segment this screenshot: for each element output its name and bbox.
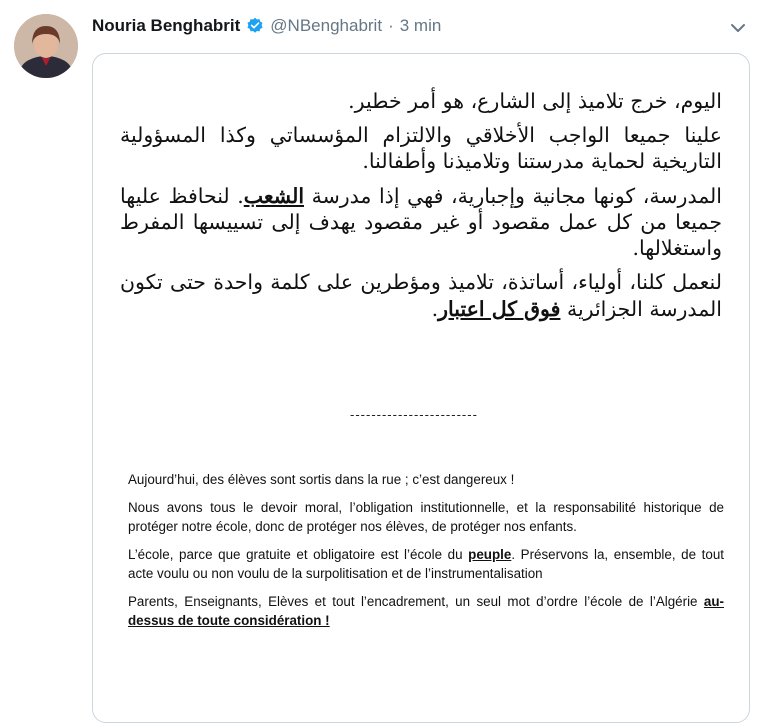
chevron-down-icon[interactable] — [730, 20, 746, 36]
author-handle[interactable]: @NBenghabrit — [270, 16, 383, 35]
french-statement — [128, 470, 724, 639]
french-paragraph-4 — [128, 592, 724, 630]
divider-line: ------------------------ — [350, 407, 478, 422]
arabic-p3-a: المدرسة، كونها مجانية وإجبارية، فهي إذا مدرسة — [304, 183, 722, 208]
french-p3-a: L’école, parce que gratuite et obligatoire est l’école du — [128, 547, 469, 563]
tweet-timestamp[interactable]: 3 min — [399, 16, 442, 35]
french-p3-c: . Préservons la, ensemble, de tout acte voulu ou non voulu de la surpolitisation et de l’instrumentalisation — [128, 547, 724, 582]
french-p4-emphasis: au-dessus de toute considération ! — [128, 594, 724, 629]
arabic-paragraph-2 — [120, 122, 722, 174]
french-paragraph-2 — [128, 498, 724, 536]
arabic-p3-c: . لنحافظ عليها جميعا من كل عمل مقصود أو غير مقصود يهدف إلى تسييسها المفرط واستغلالها. — [120, 183, 722, 261]
french-p1: Aujourd’hui, des élèves sont sortis dans la rue ; c’est dangereux ! — [128, 472, 515, 487]
verified-badge-icon — [246, 17, 264, 35]
arabic-paragraph-3 — [120, 183, 722, 262]
arabic-p4-emphasis: فوق كل اعتبار — [438, 296, 561, 321]
french-p3-emphasis: peuple — [468, 547, 512, 563]
arabic-p1: اليوم، خرج تلاميذ إلى الشارع، هو أمر خطير. — [348, 89, 722, 113]
avatar-image — [14, 14, 78, 78]
avatar[interactable] — [14, 14, 78, 78]
arabic-paragraph-4 — [120, 269, 722, 321]
arabic-p3-emphasis: الشعب — [243, 183, 305, 208]
french-paragraph-1 — [128, 470, 724, 489]
arabic-p2: علينا جميعا الواجب الأخلاقي والالتزام المؤسساتي وكذا المسؤولية التاريخية لحماية مدرستنا وتلاميذنا وأطفالنا. — [120, 123, 722, 174]
french-paragraph-3 — [128, 545, 724, 583]
arabic-statement — [120, 88, 722, 330]
arabic-p4-c: . — [431, 296, 439, 321]
french-p4-a: Parents, Enseignants, Elèves et tout l’encadrement, un seul mot d’ordre l’école de l’Algérie — [128, 594, 704, 610]
author-name[interactable]: Nouria Benghabrit — [92, 16, 241, 35]
french-p2: Nous avons tous le devoir moral, l’obligation institutionnelle, et la responsabilité historique de protéger notre école, donc de protéger nos élèves, de protéger nos enfants. — [128, 500, 724, 535]
arabic-p4-a: لنعمل كلنا، أولياء، أساتذة، تلاميذ ومؤطرين على كلمة واحدة حتى تكون المدرسة الجزائرية — [120, 270, 722, 321]
separator-dot: · — [388, 16, 394, 35]
arabic-paragraph-1 — [120, 88, 722, 114]
tweet-header — [92, 16, 441, 36]
